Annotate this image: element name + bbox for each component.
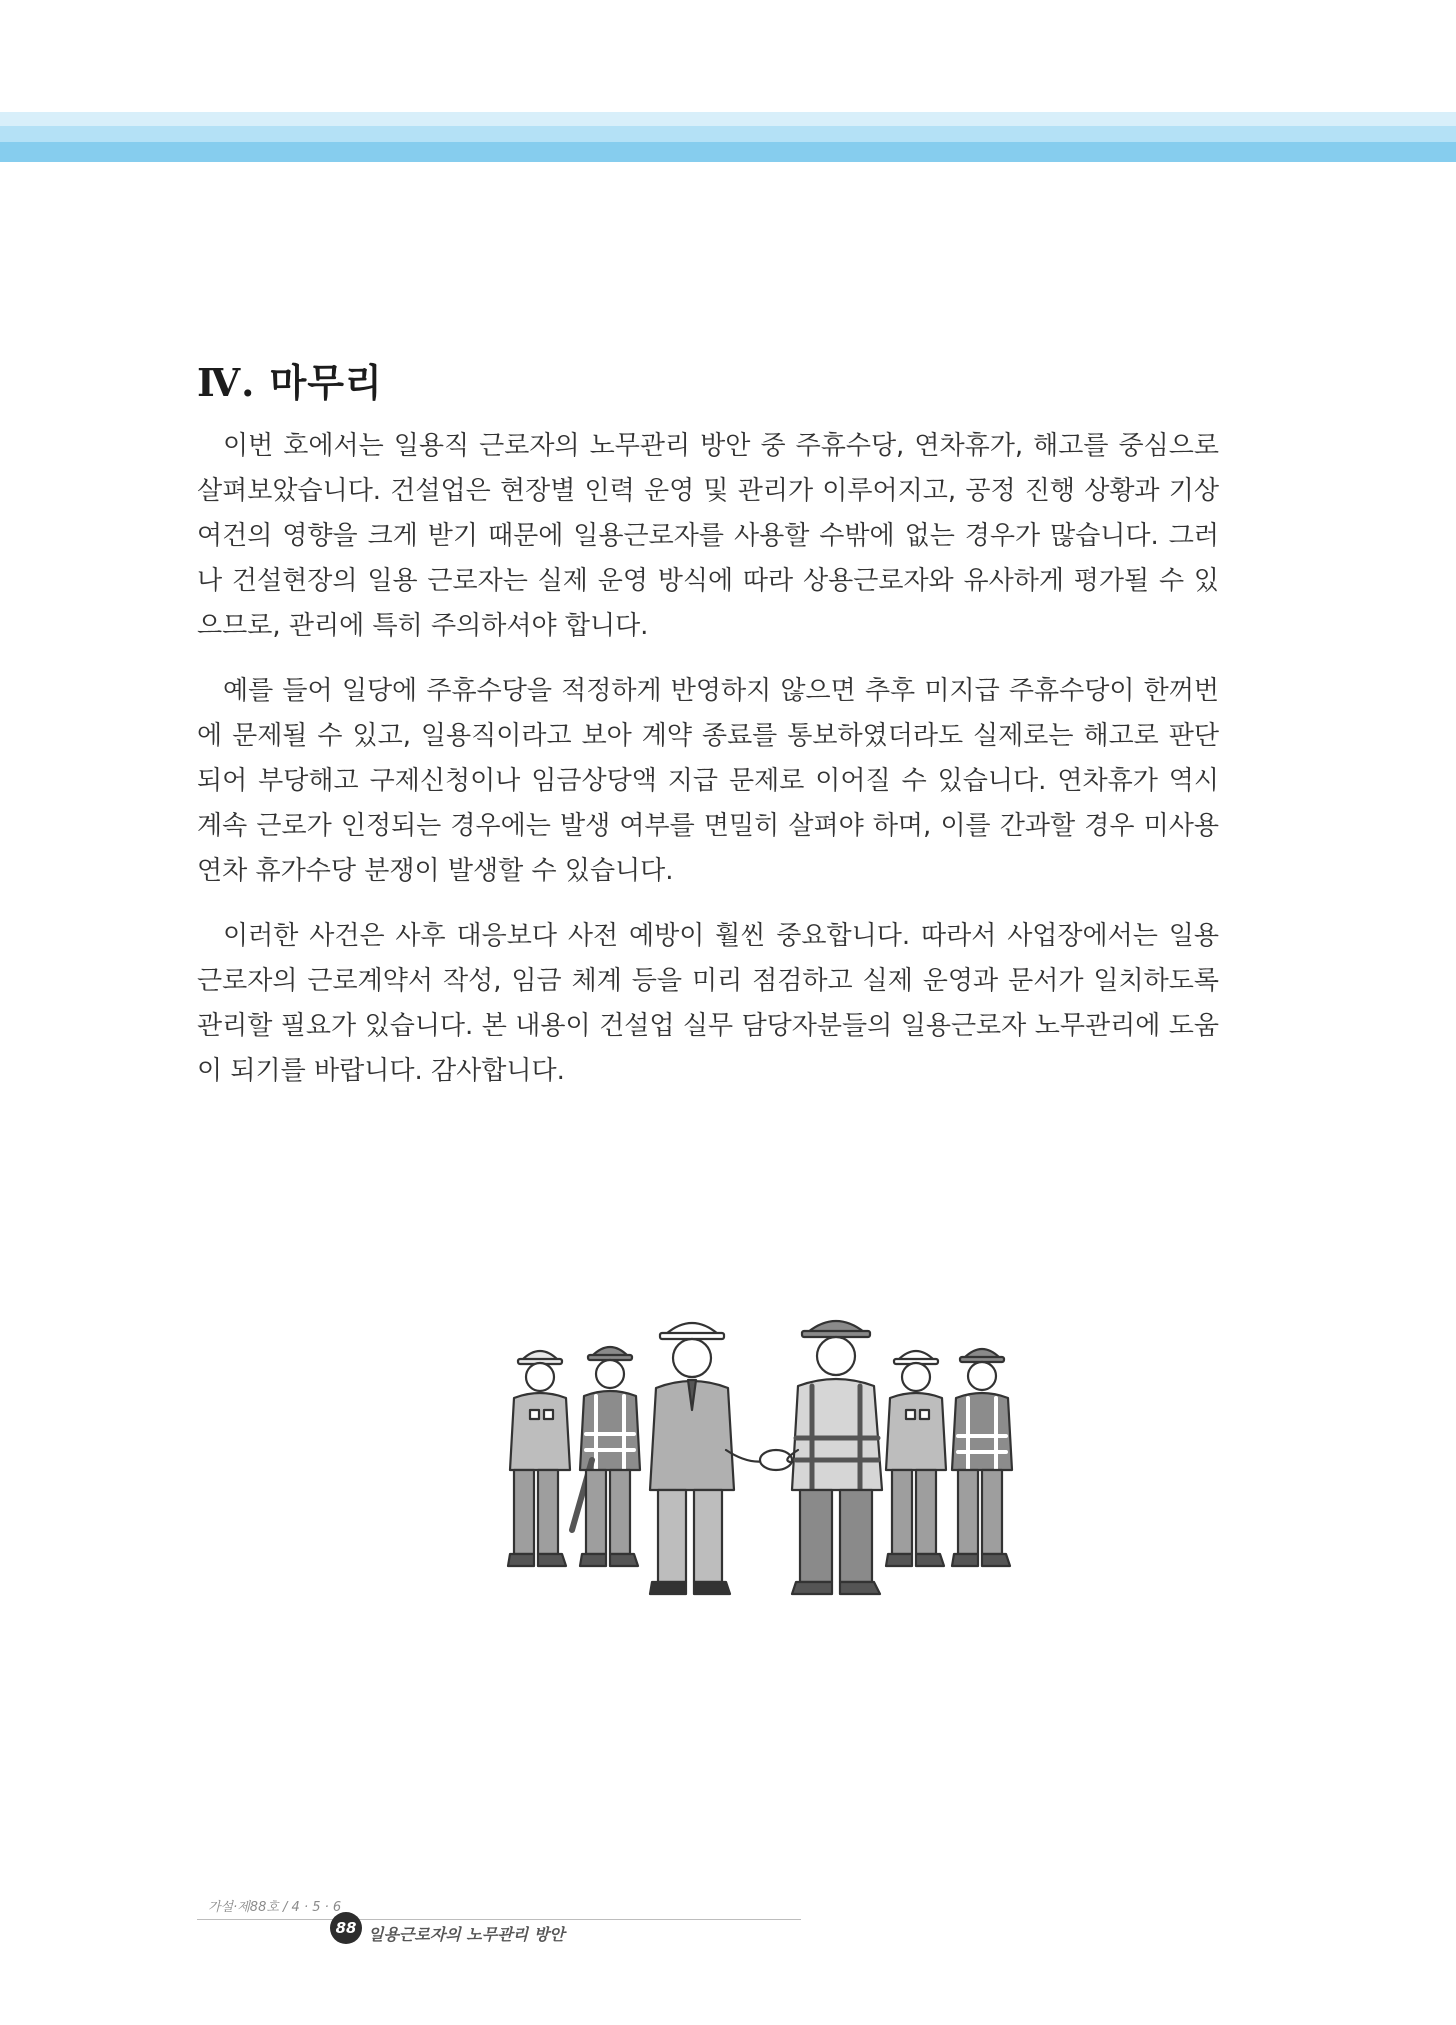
paragraph: 이러한 사건은 사후 대응보다 사전 예방이 훨씬 중요합니다. 따라서 사업장에서는 일용 근로자의 근로계약서 작성, 임금 체계 등을 미리 점검하고 실제 운영과 문서가 일치하도록 관리할 필요가 있습니다. 본 내용이 건설업 실무 담당자분들의 일용근로자 노무관리에 도움이 되기를 바랍니다. 감사합니다. [197,921,1219,1086]
construction-workers-handshake-icon [500,1310,1020,1600]
header-band-light [0,112,1456,126]
worker-figure [508,1351,570,1566]
footer-issue: 가설·제88호 / 4 · 5 · 6 [208,1900,342,1915]
header-band-mid [0,126,1456,142]
paragraph: 예를 들어 일당에 주휴수당을 적정하게 반영하지 않으면 추후 미지급 주휴수당이 한꺼번에 문제될 수 있고, 일용직이라고 보아 계약 종료를 통보하였더라도 실제로는 해고로 판단되어 부당해고 구제신청이나 임금상당액 지급 문제로 이어질 수 있습니다. 연차휴가 역시 계속 근로가 인정되는 경우에는 발생 여부를 면밀히 살펴야 하며, 이를 간과할 경우 미사용연차 휴가수당 분쟁이 발생할 수 있습니다. [197,676,1219,886]
header-color-band [0,0,1456,165]
worker-figure [886,1351,946,1566]
page-number-badge: 88 [330,1912,362,1944]
header-band-dark [0,142,1456,162]
section-title: 마무리 [269,361,383,405]
manager-figure [650,1323,770,1594]
paragraph: 이번 호에서는 일용직 근로자의 노무관리 방안 중 주휴수당, 연차휴가, 해고를 중심으로 살펴보았습니다. 건설업은 현장별 인력 운영 및 관리가 이루어지고, 공정 진행 상황과 기상 여건의 영향을 크게 받기 때문에 일용근로자를 사용할 수밖에 없는 경우가 많습니다. 그러나 건설현장의 일용 근로자는 실제 운영 방식에 따라 상용근로자와 유사하게 평가될 수 있으므로, 관리에 특히 주의하셔야 합니다. [197,431,1219,641]
section-heading [197,352,383,407]
site-lead-figure [787,1321,882,1594]
worker-figure [952,1349,1012,1566]
footer-divider [197,1919,801,1920]
worker-figure [572,1347,640,1566]
section-number: Ⅳ. [197,360,256,405]
body-text [197,424,1219,1114]
footer-topic: 일용근로자의 노무관리 방안 [368,1925,565,1944]
